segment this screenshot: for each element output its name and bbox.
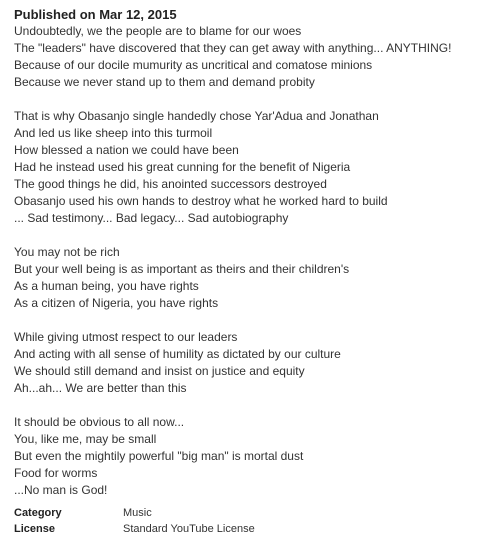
stanza	[14, 414, 500, 499]
description-line: The good things he did, his anointed successors destroyed	[14, 177, 327, 191]
stanza	[14, 329, 500, 397]
description-line: But even the mightily powerful "big man" is mortal dust	[14, 449, 304, 463]
description-line: Because we never stand up to them and demand probity	[14, 75, 315, 89]
stanza	[14, 108, 500, 227]
description-line: As a human being, you have rights	[14, 279, 199, 293]
description-line: But your well being is as important as theirs and their children's	[14, 262, 350, 276]
category-label: Category	[14, 507, 62, 519]
description-line: You may not be rich	[14, 245, 120, 259]
description-line: That is why Obasanjo single handedly chose Yar'Adua and Jonathan	[14, 109, 379, 123]
stanza	[14, 23, 500, 91]
metadata-row-license	[14, 521, 500, 537]
license-label: License	[14, 523, 55, 535]
description-line: We should still demand and insist on justice and equity	[14, 364, 305, 378]
metadata-row-category	[14, 505, 500, 521]
publish-date: Published on Mar 12, 2015	[14, 7, 177, 22]
license-value: Standard YouTube License	[123, 523, 255, 535]
description-line: Because of our docile mumurity as uncritical and comatose minions	[14, 58, 373, 72]
description-line: And acting with all sense of humility as dictated by our culture	[14, 347, 341, 361]
description-text	[14, 23, 500, 499]
description-line: ...No man is God!	[14, 483, 108, 497]
description-line: You, like me, may be small	[14, 432, 157, 446]
description-line: While giving utmost respect to our leaders	[14, 330, 238, 344]
description-line: And led us like sheep into this turmoil	[14, 126, 213, 140]
description-line: Ah...ah... We are better than this	[14, 381, 187, 395]
description-line: Obasanjo used his own hands to destroy what he worked hard to build	[14, 194, 388, 208]
description-line: As a citizen of Nigeria, you have rights	[14, 296, 219, 310]
category-value: Music	[123, 507, 152, 519]
description-line: Had he instead used his great cunning for the benefit of Nigeria	[14, 160, 351, 174]
metadata-section	[14, 505, 500, 537]
description-line: Undoubtedly, we the people are to blame for our woes	[14, 24, 302, 38]
description-line: Food for worms	[14, 466, 98, 480]
description-line: ... Sad testimony... Bad legacy... Sad autobiography	[14, 211, 289, 225]
stanza	[14, 244, 500, 312]
description-line: It should be obvious to all now...	[14, 415, 185, 429]
description-line: How blessed a nation we could have been	[14, 143, 239, 157]
description-line: The "leaders" have discovered that they can get away with anything... ANYTHING!	[14, 41, 452, 55]
